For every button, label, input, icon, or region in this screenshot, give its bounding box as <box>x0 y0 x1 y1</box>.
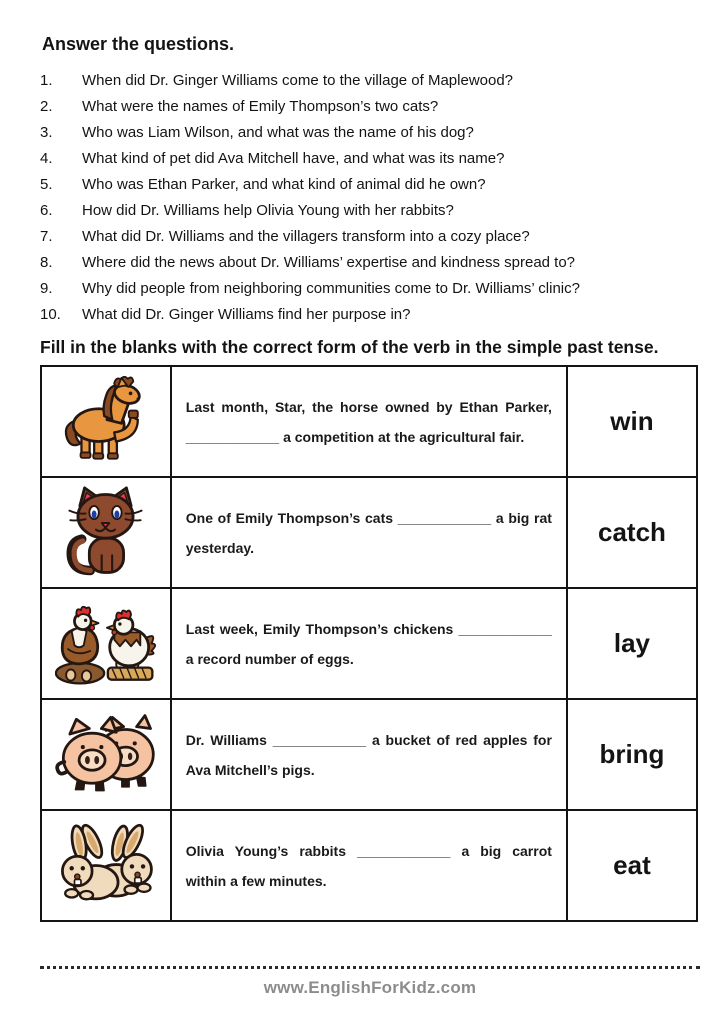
question-number: 2. <box>40 98 53 115</box>
sentence-cell <box>171 588 567 699</box>
verb-cell <box>567 366 697 477</box>
fill-blanks-section-title: Fill in the blanks with the correct form of the verb in the simple past tense. <box>40 337 659 357</box>
question-number: 4. <box>40 150 53 167</box>
question-text: What did Dr. Williams and the villagers transform into a cozy place? <box>82 228 530 245</box>
question-text: Who was Liam Wilson, and what was the name of his dog? <box>82 124 474 141</box>
sentence-text: Last week, Emily Thompson’s chickens ____________ a record number of eggs. <box>185 620 552 667</box>
sentence-text: One of Emily Thompson’s cats ____________ a big rat yesterday. <box>185 509 552 556</box>
table-row <box>41 477 697 588</box>
question-number: 6. <box>40 202 53 219</box>
question-number: 5. <box>40 176 53 193</box>
question-item <box>40 120 698 146</box>
cat-illustration <box>58 485 153 580</box>
question-text: When did Dr. Ginger Williams come to the village of Maplewood? <box>82 72 514 89</box>
verb-label: catch <box>598 517 666 547</box>
animal-image-cell <box>41 588 171 699</box>
question-item <box>40 94 698 120</box>
question-item <box>40 302 698 328</box>
question-text: What were the names of Emily Thompson’s two cats? <box>82 98 439 115</box>
question-text: What kind of pet did Ava Mitchell have, and what was its name? <box>82 150 505 167</box>
sentence-cell <box>171 810 567 921</box>
chickens-illustration <box>55 597 157 690</box>
sentence-cell <box>171 477 567 588</box>
question-number: 3. <box>40 124 53 141</box>
sentence-cell <box>171 699 567 810</box>
fill-blanks-table <box>40 365 698 922</box>
table-row <box>41 699 697 810</box>
question-text: Why did people from neighboring communities come to Dr. Williams’ clinic? <box>82 280 580 297</box>
website-text: www.EnglishForKidz.com <box>263 978 477 997</box>
verb-label: lay <box>613 628 651 658</box>
verb-label: bring <box>599 739 665 769</box>
rabbits-illustration <box>55 819 157 912</box>
question-number: 7. <box>40 228 53 245</box>
questions-list <box>40 68 698 328</box>
horse-illustration <box>56 376 156 467</box>
question-text: Who was Ethan Parker, and what kind of animal did he own? <box>82 176 486 193</box>
table-row <box>41 810 697 921</box>
question-item <box>40 172 698 198</box>
animal-image-cell <box>41 699 171 810</box>
question-number: 8. <box>40 254 53 271</box>
sentence-text: Olivia Young’s rabbits ____________ a big carrot within a few minutes. <box>185 842 552 889</box>
question-item <box>40 198 698 224</box>
verb-label: eat <box>613 850 651 880</box>
question-item <box>40 68 698 94</box>
verb-cell <box>567 699 697 810</box>
verb-label: win <box>610 406 654 436</box>
verb-cell <box>567 588 697 699</box>
question-number: 10. <box>40 306 61 323</box>
question-item <box>40 224 698 250</box>
pigs-illustration <box>55 708 157 801</box>
question-item <box>40 276 698 302</box>
table-row <box>41 588 697 699</box>
question-text: What did Dr. Ginger Williams find her purpose in? <box>82 306 411 323</box>
question-item <box>40 146 698 172</box>
sentence-text: Dr. Williams ____________ a bucket of red apples for Ava Mitchell’s pigs. <box>185 731 552 778</box>
questions-section-title: Answer the questions. <box>42 34 235 54</box>
table-row <box>41 366 697 477</box>
dotted-divider <box>40 966 700 969</box>
animal-image-cell <box>41 477 171 588</box>
verb-cell <box>567 810 697 921</box>
animal-image-cell <box>41 810 171 921</box>
question-item <box>40 250 698 276</box>
verb-cell <box>567 477 697 588</box>
question-number: 9. <box>40 280 53 297</box>
sentence-cell <box>171 366 567 477</box>
question-text: How did Dr. Williams help Olivia Young with her rabbits? <box>82 202 454 219</box>
animal-image-cell <box>41 366 171 477</box>
question-number: 1. <box>40 72 53 89</box>
sentence-text: Last month, Star, the horse owned by Ethan Parker, ____________ a competition at the agricultural fair. <box>185 398 552 445</box>
question-text: Where did the news about Dr. Williams’ expertise and kindness spread to? <box>82 254 576 271</box>
